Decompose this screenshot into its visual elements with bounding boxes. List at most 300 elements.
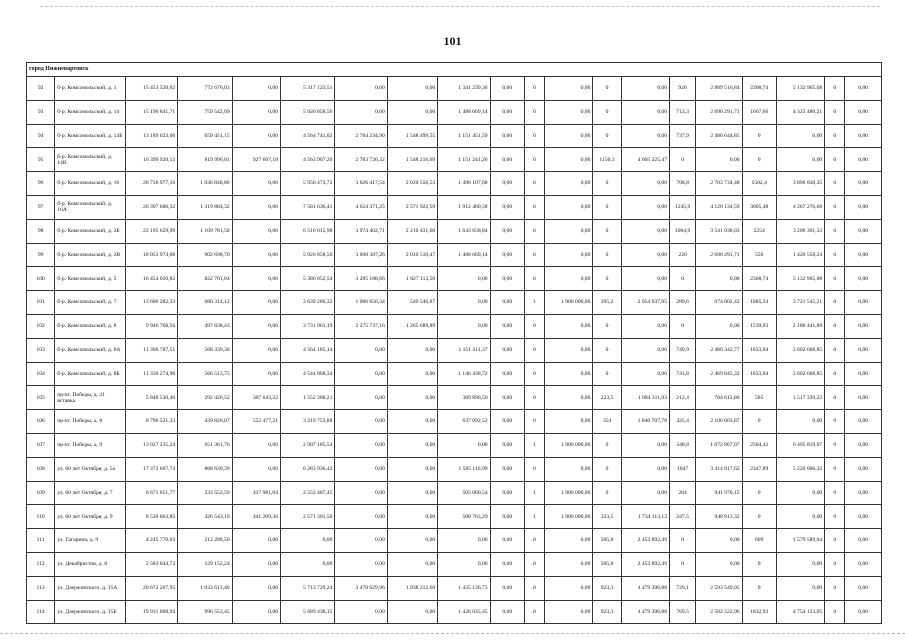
value-cell: 1 109 781,50 <box>178 219 232 243</box>
value-cell: 0,00 <box>776 148 824 172</box>
value-cell: 552 477,21 <box>232 410 280 434</box>
value-cell: 0,00 <box>232 291 280 315</box>
value-cell: 0 <box>742 410 776 434</box>
address-cell: пр-кт. Победы, д. 21 вставка <box>55 386 126 410</box>
value-cell: 0 <box>825 362 845 386</box>
row-number: 94 <box>27 124 55 148</box>
table-row <box>27 77 882 101</box>
value-cell: 6 671 051,77 <box>125 481 177 505</box>
value-cell: 0,00 <box>696 314 742 338</box>
value-cell: 22 195 629,99 <box>125 219 177 243</box>
value-cell: 2 480 644,85 <box>696 124 742 148</box>
value-cell: 6 516 015,98 <box>280 219 334 243</box>
value-cell: 0,00 <box>545 576 593 600</box>
value-cell: 0,00 <box>490 243 524 267</box>
value-cell: 0,00 <box>232 100 280 124</box>
value-cell: 0,00 <box>335 481 387 505</box>
value-cell: 0 <box>825 576 845 600</box>
value-cell: 15 190 841,71 <box>125 100 177 124</box>
value-cell: 1 033 613,40 <box>178 576 232 600</box>
value-cell: 2 480 342,77 <box>696 338 742 362</box>
value-cell: 1 488 669,14 <box>438 100 490 124</box>
value-cell: 0,00 <box>387 338 437 362</box>
value-cell: 2 275 737,16 <box>335 314 387 338</box>
address-cell: б-р. Комсомольский, д. 1 <box>55 77 126 101</box>
value-cell: 0 <box>825 243 845 267</box>
value-cell: 0 <box>524 267 544 291</box>
value-cell: 4 563 907,20 <box>280 148 334 172</box>
value-cell: 0 <box>742 505 776 529</box>
value-cell: 0,00 <box>776 505 824 529</box>
value-cell: 2504,42 <box>742 433 776 457</box>
value-cell: 2 593 549,05 <box>696 576 742 600</box>
table-row <box>27 552 882 576</box>
value-cell: 0,00 <box>335 362 387 386</box>
value-cell: 2 054 937,05 <box>621 291 669 315</box>
value-cell: 0 <box>825 219 845 243</box>
address-cell: ул. Дзержинского, д. 15Б <box>55 600 126 624</box>
value-cell: 2 010 510,47 <box>387 243 437 267</box>
value-cell: 759 542,09 <box>178 100 232 124</box>
value-cell: 0,00 <box>545 195 593 219</box>
value-cell: 1833,04 <box>742 338 776 362</box>
address-cell: ул. Дзержинского, д. 15А <box>55 576 126 600</box>
value-cell: 0,00 <box>490 410 524 434</box>
value-cell: 0,00 <box>545 77 593 101</box>
value-cell: 0 <box>825 148 845 172</box>
value-cell: 0,00 <box>490 600 524 624</box>
table-row <box>27 386 882 410</box>
value-cell: 0,00 <box>438 552 490 576</box>
value-cell: 680 314,12 <box>178 291 232 315</box>
value-cell: 4 267 276,68 <box>776 195 824 219</box>
value-cell: 0,00 <box>621 433 669 457</box>
value-cell: 1064,9 <box>670 219 696 243</box>
value-cell: 1 <box>524 505 544 529</box>
value-cell: 0 <box>670 552 696 576</box>
value-cell: 4 564 741,02 <box>280 124 334 148</box>
value-cell: 1 900 000,00 <box>545 291 593 315</box>
value-cell: 212,4 <box>670 386 696 410</box>
value-cell: 0,00 <box>232 552 280 576</box>
value-cell: 0,00 <box>387 505 437 529</box>
value-cell: 0,00 <box>545 600 593 624</box>
value-cell: 0,00 <box>280 552 334 576</box>
value-cell: 0,00 <box>490 386 524 410</box>
value-cell: 902 698,70 <box>178 243 232 267</box>
value-cell: 0,00 <box>490 576 524 600</box>
value-cell: 0,00 <box>545 386 593 410</box>
value-cell: 0 <box>825 195 845 219</box>
value-cell: 0 <box>825 552 845 576</box>
value-cell: 0,00 <box>776 552 824 576</box>
value-cell: 2 602 608,85 <box>776 362 824 386</box>
value-cell: 0,00 <box>490 314 524 338</box>
value-cell: 426 543,19 <box>178 505 232 529</box>
table-row <box>27 314 882 338</box>
value-cell: 0 <box>670 267 696 291</box>
value-cell: 0 <box>825 77 845 101</box>
value-cell: 0 <box>524 600 544 624</box>
value-cell: 0,00 <box>621 457 669 481</box>
value-cell: 3 219 753,88 <box>280 410 334 434</box>
value-cell: 0,00 <box>335 505 387 529</box>
row-number: 110 <box>27 505 55 529</box>
value-cell: 941 970,15 <box>696 481 742 505</box>
value-cell: 0,00 <box>621 338 669 362</box>
value-cell: 5 132 965,08 <box>776 77 824 101</box>
value-cell: 0 <box>593 219 621 243</box>
row-number: 106 <box>27 410 55 434</box>
value-cell: 15 453 520,62 <box>125 77 177 101</box>
row-number: 114 <box>27 600 55 624</box>
value-cell: 1150,3 <box>593 148 621 172</box>
address-cell: ул. 60 лет Октября, д. 5а <box>55 457 126 481</box>
value-cell: 0 <box>742 481 776 505</box>
value-cell: 2308,74 <box>742 77 776 101</box>
value-cell: 0,00 <box>845 600 882 624</box>
table-row <box>27 124 882 148</box>
value-cell: 0,00 <box>335 410 387 434</box>
value-cell: 3 721 545,21 <box>776 291 824 315</box>
table-row <box>27 243 882 267</box>
value-cell: 920 <box>670 77 696 101</box>
city-header-row <box>27 63 882 77</box>
value-cell: 0 <box>524 314 544 338</box>
value-cell: 0 <box>524 172 544 196</box>
value-cell: 0,00 <box>490 481 524 505</box>
value-cell: 3 731 961,19 <box>280 314 334 338</box>
value-cell: 0,00 <box>232 314 280 338</box>
value-cell: 0,00 <box>280 529 334 553</box>
value-cell: 1 900 000,00 <box>545 505 593 529</box>
value-cell: 0,00 <box>545 100 593 124</box>
value-cell: 1 084 311,93 <box>621 386 669 410</box>
value-cell: 5 956 473,72 <box>280 172 334 196</box>
value-cell: 1 827 113,50 <box>387 267 437 291</box>
value-cell: 0 <box>524 457 544 481</box>
row-number: 100 <box>27 267 55 291</box>
value-cell: 0,00 <box>490 433 524 457</box>
value-cell: 0,00 <box>490 529 524 553</box>
value-cell: 2347,89 <box>742 457 776 481</box>
value-cell: 549 540,87 <box>387 291 437 315</box>
value-cell: 1 938 212,69 <box>387 576 437 600</box>
value-cell: 17 372 607,74 <box>125 457 177 481</box>
value-cell: 1 319 884,32 <box>178 195 232 219</box>
value-cell: 5 926 858,56 <box>280 243 334 267</box>
value-cell: 212 288,50 <box>178 529 232 553</box>
value-cell: 5 926 858,56 <box>280 100 334 124</box>
table-row <box>27 219 882 243</box>
value-cell: 5 713 729,24 <box>280 576 334 600</box>
value-cell: 0,00 <box>545 457 593 481</box>
value-cell: 0,00 <box>545 243 593 267</box>
value-cell: 26 397 686,32 <box>125 195 177 219</box>
value-cell: 1 151 451,59 <box>438 124 490 148</box>
value-cell: 1 036 848,86 <box>178 172 232 196</box>
value-cell: 247,5 <box>670 505 696 529</box>
value-cell: 2 571 922,59 <box>387 195 437 219</box>
value-cell: 1667,66 <box>742 100 776 124</box>
value-cell: 1 734 113,13 <box>621 505 669 529</box>
value-cell: 0,00 <box>490 338 524 362</box>
value-cell: 2 582 522,96 <box>696 600 742 624</box>
value-cell: 8 530 863,85 <box>125 505 177 529</box>
value-cell: 0 <box>742 576 776 600</box>
value-cell: 0,00 <box>232 338 280 362</box>
value-cell: 0,00 <box>438 314 490 338</box>
value-cell: 0,00 <box>490 148 524 172</box>
table-row <box>27 433 882 457</box>
value-cell: 0 <box>593 267 621 291</box>
value-cell: 0 <box>524 77 544 101</box>
value-cell: 0,00 <box>232 195 280 219</box>
city-label: город Нижневартовск <box>27 63 882 77</box>
value-cell: 0,00 <box>621 362 669 386</box>
scan-edge-top <box>40 6 880 7</box>
value-cell: 2 784 234,90 <box>335 124 387 148</box>
value-cell: 0,00 <box>232 529 280 553</box>
value-cell: 923,3 <box>593 576 621 600</box>
value-cell: 0,00 <box>232 600 280 624</box>
value-cell: 0,00 <box>490 291 524 315</box>
value-cell: 0,00 <box>490 219 524 243</box>
value-cell: 5 220 006,32 <box>776 457 824 481</box>
value-cell: 923,3 <box>593 600 621 624</box>
row-number: 95 <box>27 148 55 172</box>
value-cell: 659 451,15 <box>178 124 232 148</box>
table-row <box>27 195 882 219</box>
value-cell: 568 339,38 <box>178 338 232 362</box>
value-cell: 0 <box>825 457 845 481</box>
value-cell: 1 912 460,58 <box>438 195 490 219</box>
value-cell: 264 <box>670 481 696 505</box>
value-cell: 0 <box>825 529 845 553</box>
row-number: 98 <box>27 219 55 243</box>
row-number: 108 <box>27 457 55 481</box>
value-cell: 2 210 431,60 <box>387 219 437 243</box>
value-cell: 0 <box>524 148 544 172</box>
value-cell: 1 341 239,36 <box>438 77 490 101</box>
value-cell: 0,00 <box>845 219 882 243</box>
value-cell: 822 701,04 <box>178 267 232 291</box>
value-cell: 0,00 <box>621 219 669 243</box>
value-cell: 1 552 300,21 <box>280 386 334 410</box>
value-cell: 0 <box>825 124 845 148</box>
value-cell: 0,00 <box>621 243 669 267</box>
value-cell: 0,00 <box>232 124 280 148</box>
value-cell: 0,00 <box>335 338 387 362</box>
value-cell: 18 053 974,08 <box>125 243 177 267</box>
value-cell: 0 <box>742 148 776 172</box>
value-cell: 0 <box>825 505 845 529</box>
value-cell: 0 <box>825 172 845 196</box>
value-cell: 11 330 274,98 <box>125 362 177 386</box>
table-row <box>27 481 882 505</box>
row-number: 113 <box>27 576 55 600</box>
row-number: 109 <box>27 481 55 505</box>
value-cell: 3 414 917,62 <box>696 457 742 481</box>
value-cell: 16 399 920,13 <box>125 148 177 172</box>
value-cell: 0,00 <box>387 77 437 101</box>
value-cell: 772 676,03 <box>178 77 232 101</box>
value-cell: 0 <box>593 124 621 148</box>
address-cell: б-р. Комсомольский, д. 2Б <box>55 219 126 243</box>
address-cell: ул. Гагарина, д. 9 <box>55 529 126 553</box>
value-cell: 0,00 <box>387 457 437 481</box>
address-cell: б-р. Комсомольский, д. 16А <box>55 195 126 219</box>
value-cell: 425,4 <box>670 410 696 434</box>
value-cell: 1 488 669,14 <box>438 243 490 267</box>
value-cell: 1 426 558,24 <box>776 243 824 267</box>
value-cell: 0 <box>670 314 696 338</box>
value-cell: 2 703 734,48 <box>696 172 742 196</box>
table-row <box>27 100 882 124</box>
value-cell: 0,00 <box>776 124 824 148</box>
value-cell: 0 <box>670 529 696 553</box>
value-cell: 2 889 516,84 <box>696 77 742 101</box>
value-cell: 1 900 000,00 <box>545 481 593 505</box>
value-cell: 2 186 441,89 <box>776 314 824 338</box>
value-cell: 0,00 <box>845 410 882 434</box>
value-cell: 5 317 123,51 <box>280 77 334 101</box>
value-cell: 0,00 <box>232 172 280 196</box>
address-cell: пр-кт. Победы, д. 9 <box>55 433 126 457</box>
value-cell: 1 548 499,55 <box>387 124 437 148</box>
value-cell: 0,00 <box>545 124 593 148</box>
value-cell: 13 027 235,24 <box>125 433 177 457</box>
value-cell: 1 420 035,45 <box>438 600 490 624</box>
value-cell: 0 <box>825 481 845 505</box>
value-cell: 0,00 <box>387 410 437 434</box>
value-cell: 0 <box>524 552 544 576</box>
value-cell: 0,00 <box>845 148 882 172</box>
value-cell: 0,00 <box>438 267 490 291</box>
table-row <box>27 338 882 362</box>
value-cell: 3 478 629,96 <box>335 576 387 600</box>
value-cell: 0,00 <box>776 576 824 600</box>
value-cell: 333,5 <box>593 505 621 529</box>
value-cell: 2 106 663,87 <box>696 410 742 434</box>
value-cell: 0,00 <box>232 243 280 267</box>
value-cell: 1 840 707,78 <box>621 410 669 434</box>
value-cell: 2308,74 <box>742 267 776 291</box>
value-cell: 0 <box>825 100 845 124</box>
value-cell: 0,00 <box>696 148 742 172</box>
value-cell: 2 690 291,71 <box>696 243 742 267</box>
value-cell: 729,1 <box>670 576 696 600</box>
value-cell: 3 626 417,54 <box>335 172 387 196</box>
row-number: 101 <box>27 291 55 315</box>
value-cell: 1 900 000,00 <box>545 433 593 457</box>
value-cell: 0 <box>524 386 544 410</box>
value-cell: 0,00 <box>621 314 669 338</box>
value-cell: 6 283 936,42 <box>280 457 334 481</box>
value-cell: 0,00 <box>776 481 824 505</box>
value-cell: 0,00 <box>845 505 882 529</box>
value-cell: 0,00 <box>438 291 490 315</box>
value-cell: 1885,34 <box>742 291 776 315</box>
row-number: 112 <box>27 552 55 576</box>
value-cell: 1 548 216,69 <box>387 148 437 172</box>
value-cell: 1 151 241,26 <box>438 148 490 172</box>
value-cell: 0 <box>593 362 621 386</box>
value-cell: 0,00 <box>490 77 524 101</box>
value-cell: 585 <box>742 386 776 410</box>
value-cell: 0 <box>742 124 776 148</box>
value-cell: 996 553,45 <box>178 600 232 624</box>
value-cell: 307 643,22 <box>232 386 280 410</box>
value-cell: 0 <box>825 600 845 624</box>
value-cell: 948 913,32 <box>696 505 742 529</box>
value-cell: 5 386 052,54 <box>280 267 334 291</box>
value-cell: 0,00 <box>845 433 882 457</box>
value-cell: 333 552,59 <box>178 481 232 505</box>
value-cell: 0,00 <box>845 386 882 410</box>
row-number: 97 <box>27 195 55 219</box>
value-cell: 2 552 487,45 <box>280 481 334 505</box>
value-cell: 505,8 <box>593 529 621 553</box>
row-number: 105 <box>27 386 55 410</box>
address-cell: ул. 60 лет Октября, д. 9 <box>55 505 126 529</box>
value-cell: 0,00 <box>490 552 524 576</box>
value-cell: 6 495 819,97 <box>776 433 824 457</box>
value-cell: 129 152,24 <box>178 552 232 576</box>
value-cell: 11 366 787,51 <box>125 338 177 362</box>
value-cell: 0,00 <box>490 457 524 481</box>
value-cell: 0,00 <box>438 529 490 553</box>
table-row <box>27 410 882 434</box>
value-cell: 550 <box>742 243 776 267</box>
address-cell: ул. 60 лет Октября, д. 7 <box>55 481 126 505</box>
value-cell: 0,00 <box>490 100 524 124</box>
table-row <box>27 291 882 315</box>
value-cell: 0,00 <box>545 148 593 172</box>
value-cell: 0 <box>524 243 544 267</box>
value-cell: 0,00 <box>490 172 524 196</box>
row-number: 92 <box>27 77 55 101</box>
value-cell: 0 <box>825 267 845 291</box>
register-table <box>26 62 882 624</box>
value-cell: 0 <box>593 100 621 124</box>
address-cell: б-р. Комсомольский, д. 7 <box>55 291 126 315</box>
value-cell: 0,00 <box>545 410 593 434</box>
value-cell: 927 607,18 <box>232 148 280 172</box>
value-cell: 508 783,29 <box>438 505 490 529</box>
value-cell: 0,00 <box>335 529 387 553</box>
value-cell: 0 <box>524 529 544 553</box>
address-cell: б-р. Комсомольский, д. 8 <box>55 314 126 338</box>
value-cell: 4 479 396,88 <box>621 600 669 624</box>
value-cell: 0,00 <box>545 314 593 338</box>
value-cell: 2 783 726,32 <box>335 148 387 172</box>
value-cell: 20 672 267,95 <box>125 576 177 600</box>
value-cell: 4 479 396,88 <box>621 576 669 600</box>
value-cell: 0,00 <box>335 100 387 124</box>
value-cell: 1 <box>524 481 544 505</box>
value-cell: 0,00 <box>232 433 280 457</box>
value-cell: 704 612,80 <box>696 386 742 410</box>
value-cell: 220 <box>670 243 696 267</box>
address-cell: б-р. Комсомольский, д. 2В <box>55 243 126 267</box>
value-cell: 16 454 020,82 <box>125 267 177 291</box>
value-cell: 4 325 480,21 <box>776 100 824 124</box>
value-cell: 1 072 867,97 <box>696 433 742 457</box>
value-cell: 223,5 <box>593 386 621 410</box>
value-cell: 3 200 301,33 <box>776 219 824 243</box>
value-cell: 0,00 <box>490 267 524 291</box>
